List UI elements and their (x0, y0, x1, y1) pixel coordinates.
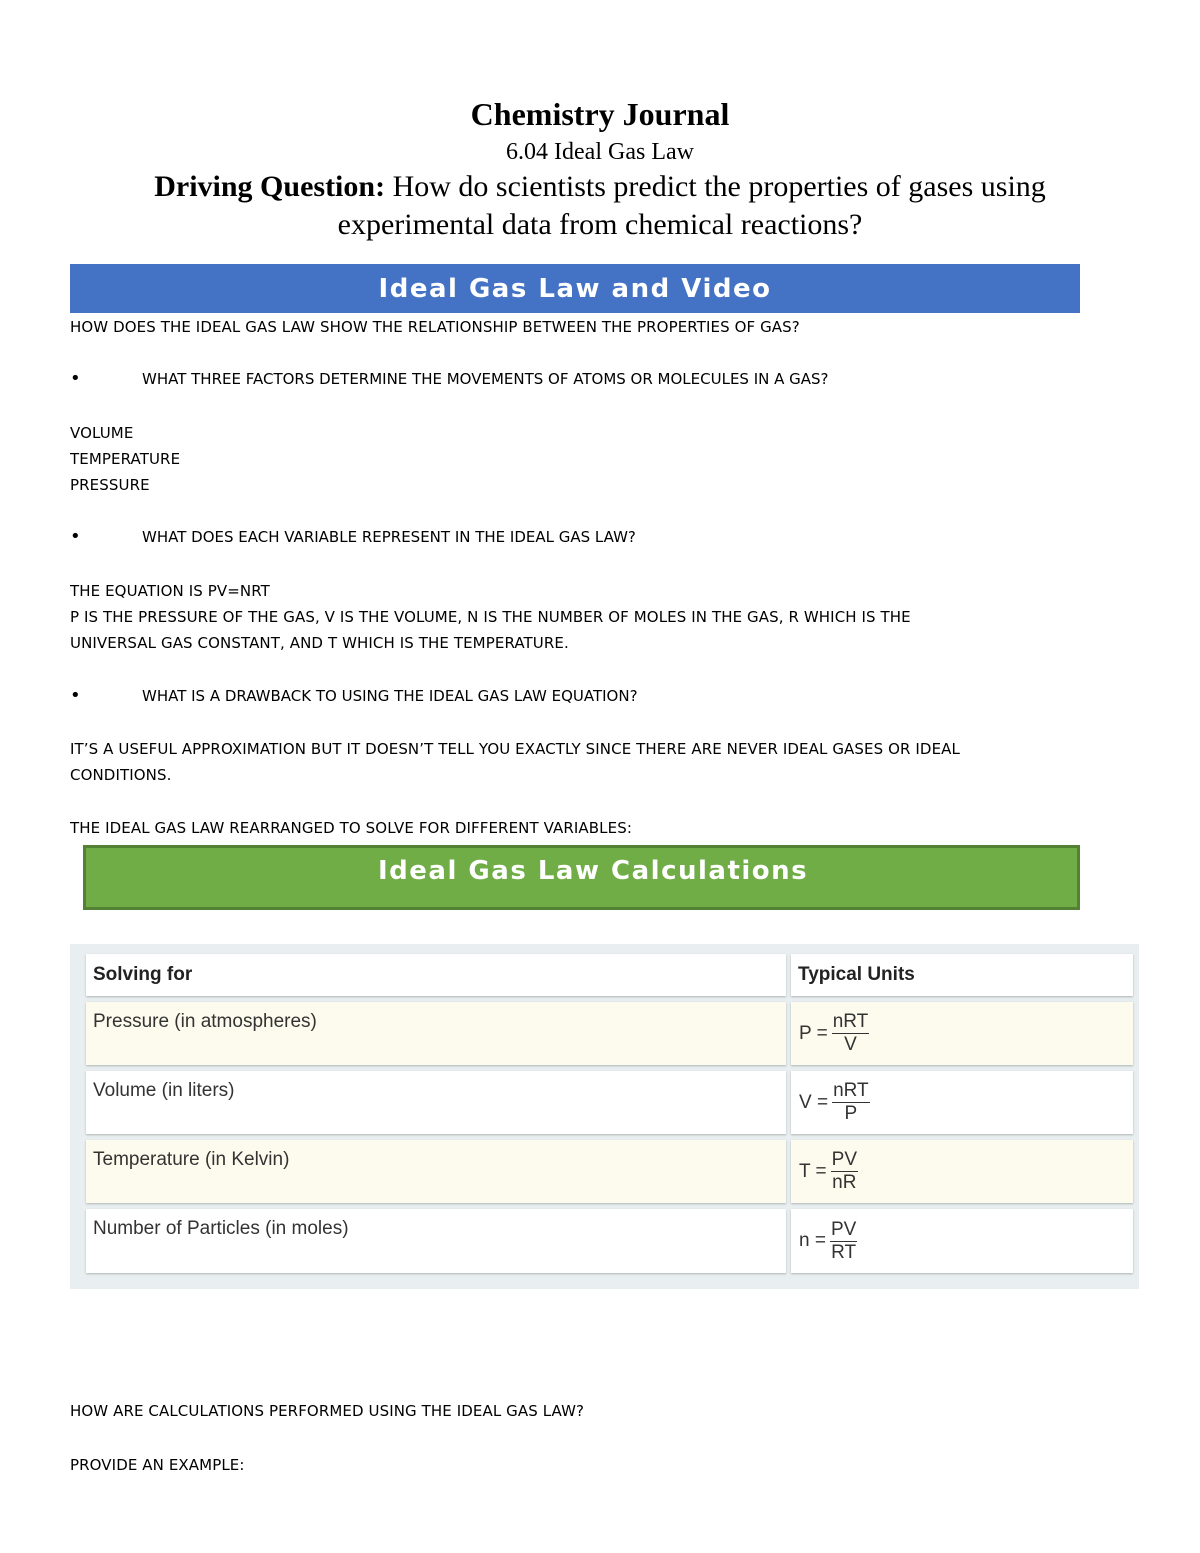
formula-numerator: PV (831, 1149, 857, 1170)
factor-item: VOLUME (70, 424, 134, 442)
table-row-label: Number of Particles (in moles) (86, 1209, 786, 1273)
answer-line: THE EQUATION IS PV=NRT (70, 582, 270, 600)
question-text: WHAT THREE FACTORS DETERMINE THE MOVEMENTS OF ATOMS OR MOLECULES IN A GAS? (142, 370, 829, 388)
formula-denominator: V (844, 1034, 857, 1055)
table-row-label: Volume (in liters) (86, 1071, 786, 1134)
table-header-typical-units: Typical Units (791, 954, 1133, 996)
formula-lhs: V = (799, 1091, 829, 1113)
formula-lhs: P = (799, 1022, 828, 1044)
calculation-question: HOW ARE CALCULATIONS PERFORMED USING THE IDEAL GAS LAW? (70, 1402, 585, 1420)
formula-lhs: T = (799, 1160, 827, 1182)
bullet-icon: • (70, 685, 81, 706)
table-row-label: Temperature (in Kelvin) (86, 1140, 786, 1203)
table-row-formula (791, 1209, 1133, 1273)
table-row-formula (791, 1071, 1133, 1134)
answer-line: IT’S A USEFUL APPROXIMATION BUT IT DOESN’T TELL YOU EXACTLY SINCE THERE ARE NEVER IDEAL GASES OR IDEAL (70, 740, 960, 758)
formula-numerator: nRT (833, 1080, 869, 1101)
driving-question-text: How do scientists predict the properties of gases using experimental data from chemical reactions? (337, 170, 1046, 241)
table-header-solving-for: Solving for (86, 954, 786, 996)
section-banner-video: Ideal Gas Law and Video (70, 264, 1080, 313)
document-title: Chemistry Journal (470, 96, 730, 132)
factor-item: TEMPERATURE (70, 450, 181, 468)
formula-denominator: P (844, 1103, 858, 1124)
driving-question (110, 168, 1090, 244)
driving-question-label: Driving Question: (154, 170, 386, 203)
table-row-label: Pressure (in atmospheres) (86, 1002, 786, 1065)
answer-line: P IS THE PRESSURE OF THE GAS, V IS THE VOLUME, N IS THE NUMBER OF MOLES IN THE GAS, R WHICH IS THE (70, 608, 911, 626)
formula-denominator: nR (832, 1172, 857, 1193)
example-prompt: PROVIDE AN EXAMPLE: (70, 1456, 245, 1474)
bullet-icon: • (70, 526, 81, 547)
formula-table (70, 944, 1139, 1289)
answer-line: UNIVERSAL GAS CONSTANT, AND T WHICH IS THE TEMPERATURE. (70, 634, 569, 652)
table-row-formula (791, 1140, 1133, 1203)
rearranged-heading: THE IDEAL GAS LAW REARRANGED TO SOLVE FOR DIFFERENT VARIABLES: (70, 819, 632, 837)
formula-fraction (830, 1219, 857, 1264)
section-banner-calculations: Ideal Gas Law Calculations (83, 845, 1080, 910)
intro-question: HOW DOES THE IDEAL GAS LAW SHOW THE RELATIONSHIP BETWEEN THE PROPERTIES OF GAS? (70, 318, 800, 336)
question-text: WHAT DOES EACH VARIABLE REPRESENT IN THE IDEAL GAS LAW? (142, 528, 636, 546)
formula-fraction (832, 1080, 870, 1125)
formula-fraction (831, 1149, 858, 1194)
formula-fraction (832, 1011, 870, 1056)
factor-item: PRESSURE (70, 476, 150, 494)
answer-line: CONDITIONS. (70, 766, 172, 784)
document-subtitle: 6.04 Ideal Gas Law (506, 139, 694, 165)
formula-numerator: nRT (832, 1011, 869, 1032)
formula-denominator: RT (831, 1241, 857, 1263)
bullet-icon: • (70, 368, 81, 389)
question-text: WHAT IS A DRAWBACK TO USING THE IDEAL GAS LAW EQUATION? (142, 687, 638, 705)
formula-numerator: PV (830, 1218, 857, 1240)
formula-lhs: n = (799, 1230, 826, 1251)
table-row-formula (791, 1002, 1133, 1065)
